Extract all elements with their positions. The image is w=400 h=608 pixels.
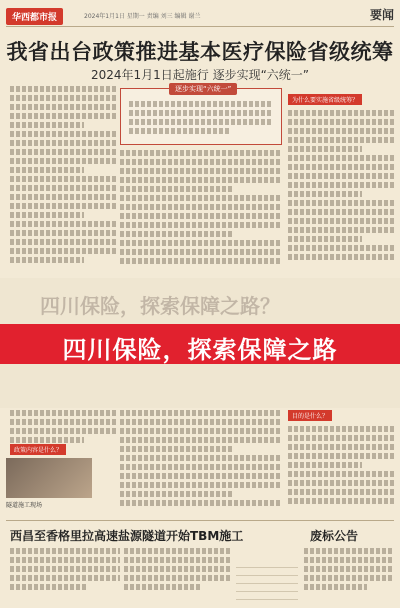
ghost-headline: 四川保险，探索保障之路？ xyxy=(40,294,280,318)
masthead xyxy=(6,6,394,27)
center-column-text xyxy=(120,150,280,272)
section-label: 要闻 xyxy=(369,8,394,22)
right-column-text xyxy=(288,110,394,272)
banner-title: 四川保险，探索保障之路 xyxy=(62,336,338,364)
left-column-text xyxy=(10,86,116,270)
notice-table xyxy=(236,560,298,600)
bottom-right-text xyxy=(304,548,394,602)
right-box-heading: 为什么要实施省级统筹？ xyxy=(288,94,362,105)
callout-text xyxy=(129,101,273,137)
lower-center-text xyxy=(120,410,280,514)
bottom-left-text xyxy=(10,548,120,602)
bottom-center-text xyxy=(124,548,232,602)
subheadline: 2024年1月1日起施行 逐步实现“六统一” xyxy=(90,68,310,82)
news-photo xyxy=(6,458,92,498)
masthead-meta: 2024年1月1日 星期一 责编 刘三 编辑 谢兰 xyxy=(84,13,201,20)
callout-title: 逐步实现“六统一” xyxy=(169,83,237,95)
notice-title: 废标公告 xyxy=(310,529,359,543)
bottom-divider xyxy=(6,520,394,521)
headline: 我省出台政策推进基本医疗保险省级统筹 xyxy=(6,40,394,64)
lower-left-box-heading: 政策内容是什么？ xyxy=(10,444,66,455)
newspaper-logo: 华西都市报 xyxy=(6,8,63,25)
lower-right-box-heading: 目的是什么？ xyxy=(288,410,332,421)
bottom-headline: 西昌至香格里拉高速盐源隧道开始TBM施工 xyxy=(10,529,244,543)
lower-right-text xyxy=(288,426,394,514)
photo-caption: 隧道施工现场 xyxy=(6,502,43,509)
policy-callout xyxy=(120,85,282,145)
